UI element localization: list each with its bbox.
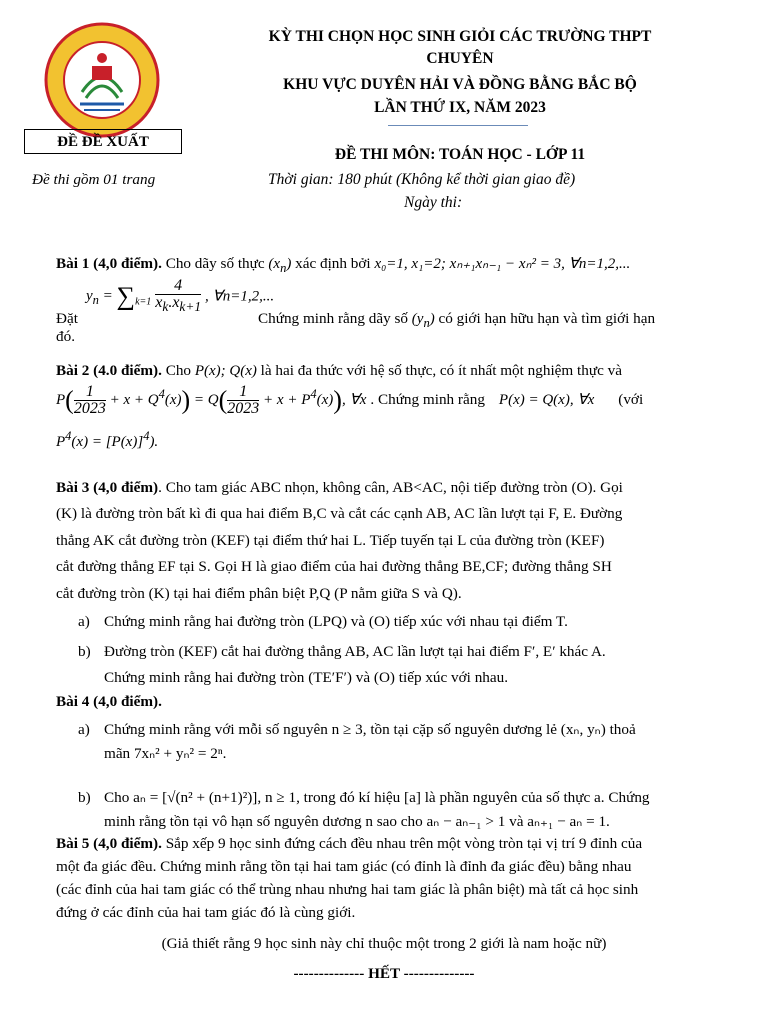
sequence-condition: x₀=1, x₁=2; xₙ₊₁xₙ₋₁ − xₙ² = 3, ∀n=1,2,... xyxy=(374,256,631,272)
page-count: Đề thi gồm 01 trang xyxy=(32,171,156,188)
problem-4-part-b-line2: minh rằng tồn tại vô hạn số nguyên dương n sao cho aₙ − aₙ₋₁ > 1 và aₙ₊₁ − aₙ = 1. xyxy=(104,813,610,830)
problem-1-line1: Bài 1 (4,0 điểm). Cho dãy số thực $(x_n)$ xác định bởi x₀=1, x₁=2; xₙ₊₁xₙ₋₁ − xₙ² = 3, ∀n=1,2,... xyxy=(56,255,631,275)
dat-label: Đặt xyxy=(56,310,78,327)
problem-2-note: $P^4(x) = [P(x)]^4$). xyxy=(56,429,159,450)
problem-4-part-a: a) Chứng minh rằng với mỗi số nguyên n ≥ 3, tồn tại cặp số nguyên dương lẻ (xₙ, yₙ) thoả xyxy=(78,721,636,738)
problem-3-line5: cắt đường tròn (K) tại hai điểm phân biệt P,Q (P nằm giữa S và Q). xyxy=(56,585,462,602)
sequence-x: $(x_n)$ xyxy=(268,256,292,275)
problem-5-note: (Giả thiết rằng 9 học sinh này chỉ thuộc một trong 2 giới là nam hoặc nữ) xyxy=(161,935,607,952)
exam-title-line3: KHU VỰC DUYÊN HẢI VÀ ĐỒNG BẰNG BẮC BỘ xyxy=(283,76,637,93)
problem-1-line2: Chứng minh rằng dãy số $(y_n)$ có giới hạn hữu hạn và tìm giới hạn xyxy=(258,310,656,330)
subject-title: ĐỀ THI MÔN: TOÁN HỌC - LỚP 11 xyxy=(334,146,586,163)
exam-title-line4: LẦN THỨ IX, NĂM 2023 xyxy=(374,99,546,116)
problem-4-title: Bài 4 (4,0 điểm). xyxy=(56,693,162,710)
problem-1-line3: đó. xyxy=(56,328,75,345)
problem-3-line2: (K) là đường tròn bất kì đi qua hai điểm B,C và cắt các cạnh AB, AC lần lượt tại F, E. Đường xyxy=(56,505,623,522)
exam-title-line2: CHUYÊN xyxy=(426,50,494,67)
problem-3-line1: Bài 3 (4,0 điểm). Cho tam giác ABC nhọn, không cân, AB<AC, nội tiếp đường tròn (O). Gọi xyxy=(56,479,623,496)
problem-5-line2: một đa giác đều. Chứng minh rằng tồn tại hai tam giác (có đỉnh là đỉnh đa giác đều) bằng nhau xyxy=(56,858,632,875)
problem-4-part-a-line2: mãn 7xₙ² + yₙ² = 2ⁿ. xyxy=(104,745,227,762)
problem-3-line4: cắt đường thẳng EF tại S. Gọi H là giao điểm của hai đường thẳng BE,CF; đường thẳng SH xyxy=(56,558,612,575)
problem-1-title: Bài 1 (4,0 điểm). xyxy=(56,255,162,272)
problem-3-line3: thẳng AK cắt đường tròn (KEF) tại điểm thứ hai L. Tiếp tuyến tại L của đường tròn (KEF) xyxy=(56,532,605,549)
exam-title-line1: KỲ THI CHỌN HỌC SINH GIỎI CÁC TRƯỜNG THPT xyxy=(268,28,652,45)
problem-2-line1: Bài 2 (4.0 điểm). Cho P(x); Q(x) là hai đa thức với hệ số thực, có ít nhất một nghiệm thực và xyxy=(56,362,622,379)
problem-3-part-b-line2: Chứng minh rằng hai đường tròn (TE′F′) và (O) tiếp xúc với nhau. xyxy=(104,669,509,686)
sum-formula: $y_n = \sum_{k=1}$ $\frac{4}{x_k.x_{k+1}}$ , ∀n=1,2,... xyxy=(86,277,275,315)
problem-2-title: Bài 2 (4.0 điểm). xyxy=(56,362,162,379)
problem-3-part-b: b) Đường tròn (KEF) cắt hai đường thẳng AB, AC lần lượt tại hai điểm F′, E′ khác A. xyxy=(78,643,606,660)
problem-5-line1: Bài 5 (4,0 điểm). Sắp xếp 9 học sinh đứng cách đều nhau trên một vòng tròn tại vị trí 9 đỉnh của xyxy=(56,835,643,852)
end-marker: -------------- HẾT -------------- xyxy=(293,965,475,982)
problem-2-equation: P( $\frac{1}{2023}$ + $x + Q^4(x)) = Q$( $\frac{1}{2023}$ + $x + P^4(x)$), ∀x . Chứng minh rằng P(x) = Q(x), ∀x (với xyxy=(56,383,644,417)
problem-5-line3: (các đỉnh của hai tam giác có thể trùng nhau nhưng hai tam giác là phân biệt) mà tất cả học sinh xyxy=(56,881,639,898)
problem-3-title: Bài 3 (4,0 điểm) xyxy=(56,479,159,496)
exam-time: Thời gian: 180 phút (Không kể thời gian giao đề) xyxy=(268,171,576,188)
exam-date: Ngày thi: xyxy=(404,194,463,211)
header-divider xyxy=(388,125,528,126)
proposed-exam-box: ĐỀ ĐỀ XUẤT xyxy=(24,129,182,154)
school-association-logo xyxy=(44,22,160,138)
problem-3-part-a: a) Chứng minh rằng hai đường tròn (LPQ) và (O) tiếp xúc với nhau tại điểm T. xyxy=(78,613,568,630)
problem-5-title: Bài 5 (4,0 điểm). xyxy=(56,835,162,852)
problem-5-line4: đứng ở các đỉnh của hai tam giác đó là cùng giới. xyxy=(56,904,356,921)
problem-4-part-b: b) Cho aₙ = [√(n² + (n+1)²)], n ≥ 1, trong đó kí hiệu [a] là phần nguyên của số thực a. Chứng xyxy=(78,789,650,806)
